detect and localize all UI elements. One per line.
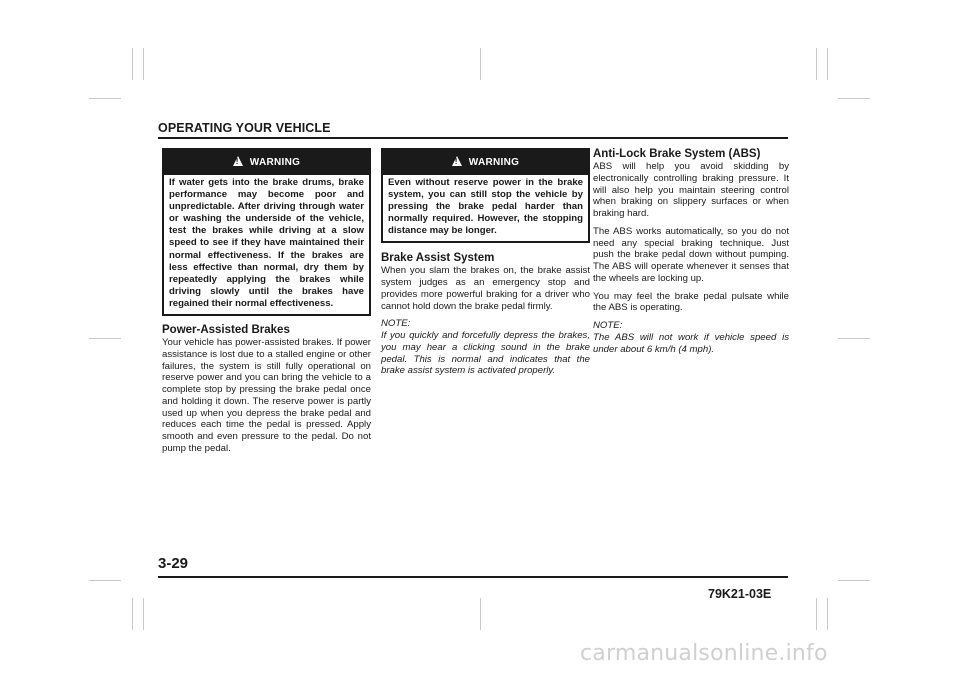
warning-header: [383, 150, 588, 175]
crop-mark: [89, 580, 121, 581]
note-text: The ABS will not work if vehicle speed is under about 6 km/h (4 mph).: [593, 331, 789, 355]
note-text: If you quickly and forcefully depress the brakes, you may hear a clicking sound in the brake pedal. This is normal and indicates that the brake assist system is activated properly.: [381, 330, 590, 377]
warning-label: WARNING: [468, 157, 520, 168]
crop-mark: [132, 598, 133, 630]
column-1: [162, 148, 371, 455]
warning-label: WARNING: [249, 157, 301, 168]
document-code: 79K21-03E: [708, 587, 772, 601]
crop-mark: [816, 598, 817, 630]
warning-triangle-icon: [452, 156, 462, 166]
crop-mark: [827, 48, 828, 80]
watermark-text: carmanualsonline.info: [580, 641, 828, 666]
warning-box-brake-drums: [162, 148, 371, 316]
crop-mark: [480, 598, 481, 630]
crop-mark: [827, 598, 828, 630]
section-body-3: You may feel the brake pedal pulsate while the ABS is operating.: [593, 290, 789, 314]
crop-mark: [480, 48, 481, 80]
section-body-2: The ABS works automatically, so you do not need any special braking technique. Just push the brake pedal down without pumping. The ABS will operate whenever it senses that the wheels are locking up.: [593, 225, 789, 284]
warning-triangle-icon: [233, 156, 243, 166]
warning-header: [164, 150, 369, 175]
section-header-title: OPERATING YOUR VEHICLE: [158, 121, 331, 135]
crop-mark: [143, 598, 144, 630]
section-body: Your vehicle has power-assisted brakes. If power assistance is lost due to a stalled engine or other failures, the system is still fully operational on reserve power and you can bring the vehicle to a complete stop by pressing the brake pedal once and holding it down. The reserve power is partly used up when you depress the brake pedal and reduces each time the pedal is pressed. Apply smooth and even pressure to the pedal. Do not pump the pedal.: [162, 337, 371, 454]
note-label: NOTE:: [381, 318, 411, 330]
section-body-1: ABS will help you avoid skidding by electronically controlling braking pressure. It will also help you maintain steering control when braking on slippery surfaces or when braking hard.: [593, 161, 789, 219]
header-rule: [158, 137, 788, 139]
section-body: When you slam the brakes on, the brake assist system judges as an emergency stop and provides more powerful braking for a driver who cannot hold down the brake pedal firmly.: [381, 265, 590, 312]
crop-mark: [132, 48, 133, 80]
column-3: [593, 148, 789, 355]
page-number: 3-29: [158, 555, 189, 572]
crop-mark: [838, 98, 870, 99]
footer-rule: [158, 576, 788, 578]
section-heading-brake-assist-system: Brake Assist System: [381, 252, 495, 265]
crop-mark: [89, 338, 121, 339]
crop-mark: [143, 48, 144, 80]
column-2: [381, 148, 590, 377]
warning-text: Even without reserve power in the brake system, you can still stop the vehicle by pressing the brake pedal harder than normally required. However, the stopping distance may be longer.: [388, 177, 583, 237]
crop-mark: [89, 98, 121, 99]
crop-mark: [838, 338, 870, 339]
warning-text: If water gets into the brake drums, brake performance may become poor and unpredictable. After driving through water or washing the underside of the vehicle, test the brakes while driving at a slow speed to see if they have maintained their normal effectiveness. If the brakes are less effective than normal, dry them by repeatedly applying the brakes while driving slowly until the brakes have regained their normal effectiveness.: [169, 177, 364, 309]
warning-box-reserve-power: [381, 148, 590, 243]
section-heading-abs: Anti-Lock Brake System (ABS): [593, 148, 761, 160]
crop-mark: [816, 48, 817, 80]
crop-mark: [838, 580, 870, 581]
section-heading-power-assisted-brakes: Power-Assisted Brakes: [162, 324, 290, 337]
note-label: NOTE:: [593, 320, 623, 331]
